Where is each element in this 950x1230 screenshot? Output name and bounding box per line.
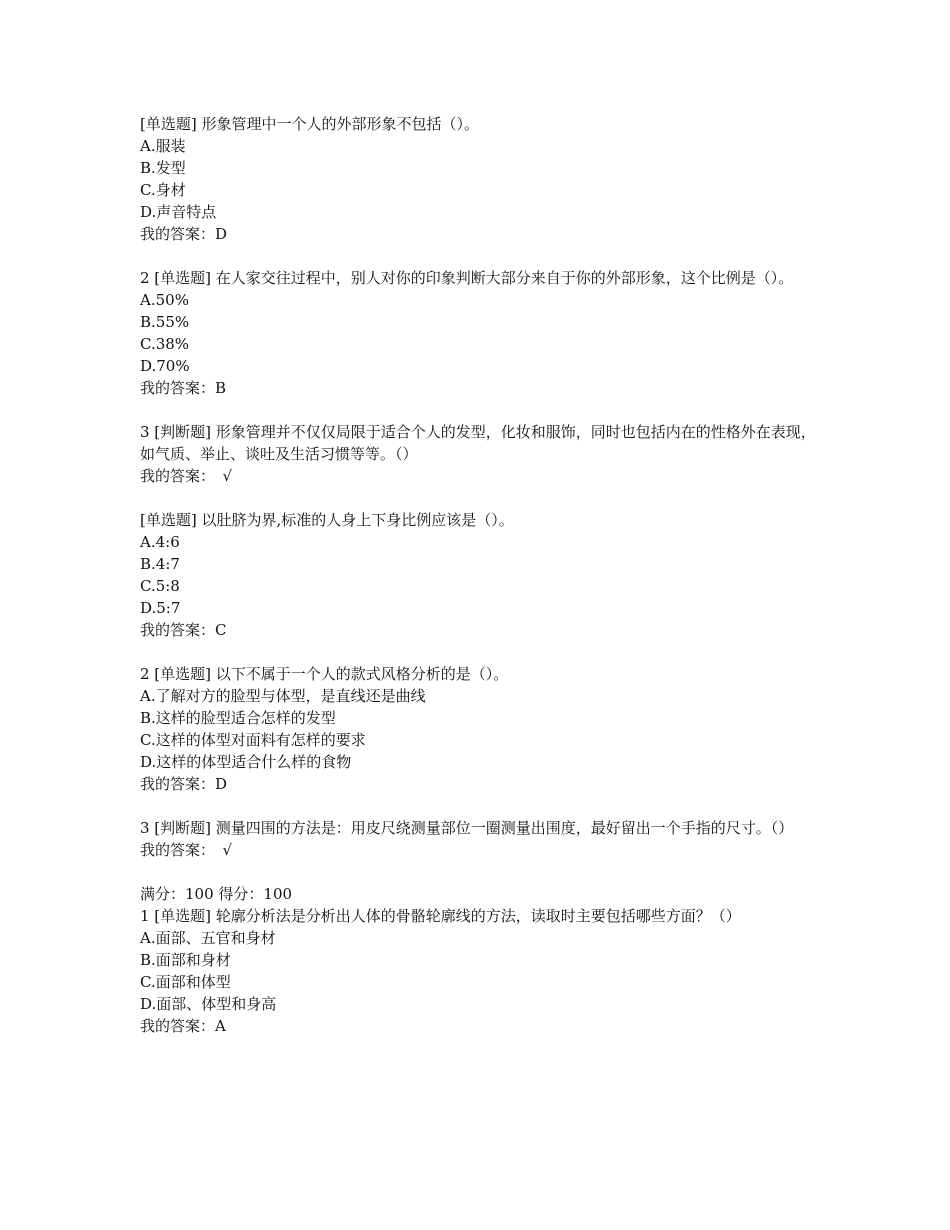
option-c: C.5:8 [140, 577, 180, 595]
my-answer: 我的答案：C [140, 621, 227, 639]
option-d: D.面部、体型和身高 [140, 995, 277, 1013]
my-answer: 我的答案： √ [140, 467, 233, 485]
my-answer: 我的答案： √ [140, 841, 233, 859]
option-b: B.4:7 [140, 555, 180, 573]
question-block [140, 421, 820, 487]
question-stem: [单选题] 以肚脐为界,标准的人身上下身比例应该是（）。 [140, 511, 514, 529]
option-d: D.5:7 [140, 599, 181, 617]
option-d: D.声音特点 [140, 203, 217, 221]
score-line: 满分：100 得分：100 [140, 885, 293, 903]
question-stem: 1 [单选题] 轮廓分析法是分析出人体的骨骼轮廓线的方法，读取时主要包括哪些方面？（） [140, 907, 741, 925]
question-block [140, 817, 820, 861]
question-block [140, 905, 820, 1037]
question-block [140, 663, 820, 795]
option-c: C.38% [140, 335, 190, 353]
option-b: B.发型 [140, 159, 186, 177]
option-c: C.身材 [140, 181, 186, 199]
question-block [140, 509, 820, 641]
question-stem: 2 [单选题] 在人家交往过程中，别人对你的印象判断大部分来自于你的外部形象，这个比例是（）。 [140, 269, 794, 287]
final-section [140, 883, 820, 1037]
option-a: A.了解对方的脸型与体型，是直线还是曲线 [140, 687, 426, 705]
my-answer: 我的答案：A [140, 1017, 226, 1035]
my-answer: 我的答案：D [140, 225, 228, 243]
question-stem: [单选题] 形象管理中一个人的外部形象不包括（）。 [140, 115, 479, 133]
option-c: C.这样的体型对面料有怎样的要求 [140, 731, 366, 749]
question-stem: 3 [判断题] 形象管理并不仅仅局限于适合个人的发型，化妆和服饰，同时也包括内在的性格外在表现，如气质、举止、谈吐及生活习惯等等。（） [140, 423, 816, 463]
document-page [140, 113, 820, 1037]
option-c: C.面部和体型 [140, 973, 231, 991]
option-b: B.这样的脸型适合怎样的发型 [140, 709, 336, 727]
question-list [140, 113, 820, 861]
question-block [140, 113, 820, 245]
option-d: D.70% [140, 357, 190, 375]
option-a: A.面部、五官和身材 [140, 929, 276, 947]
my-answer: 我的答案：D [140, 775, 228, 793]
option-b: B.面部和身材 [140, 951, 231, 969]
question-stem: 2 [单选题] 以下不属于一个人的款式风格分析的是（）。 [140, 665, 509, 683]
question-stem: 3 [判断题] 测量四围的方法是：用皮尺绕测量部位一圈测量出围度，最好留出一个手指的尺寸。（） [140, 819, 794, 837]
option-a: A.4:6 [140, 533, 180, 551]
my-answer: 我的答案：B [140, 379, 227, 397]
option-b: B.55% [140, 313, 190, 331]
option-d: D.这样的体型适合什么样的食物 [140, 753, 352, 771]
question-block [140, 267, 820, 399]
option-a: A.服装 [140, 137, 186, 155]
option-a: A.50% [140, 291, 189, 309]
